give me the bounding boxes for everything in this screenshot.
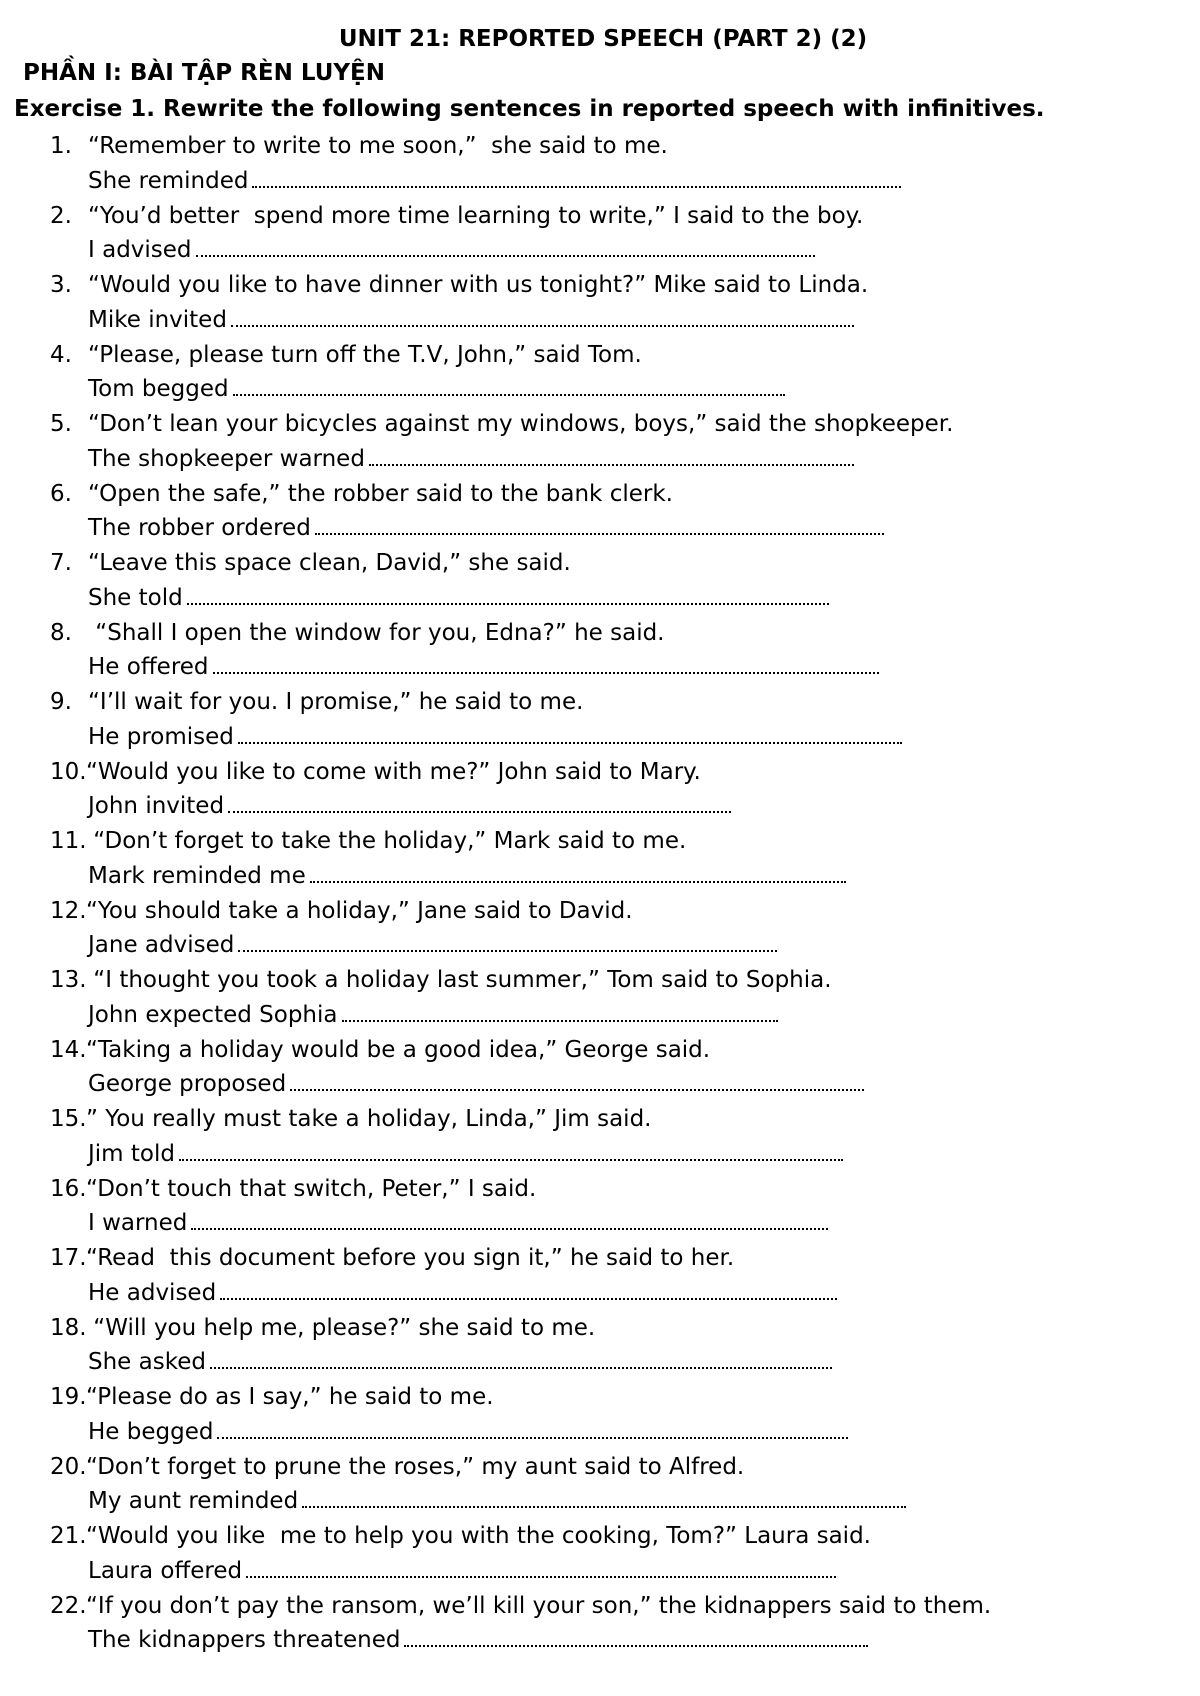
answer-stem: John invited (88, 793, 225, 819)
item-number: 7. (50, 550, 72, 576)
part-heading: PHẦN I: BÀI TẬP RÈN LUYỆN (23, 60, 385, 86)
answer-stem: The robber ordered (88, 515, 311, 541)
item-prompt: “Taking a holiday would be a good idea,” George said. (86, 1036, 711, 1063)
item-prompt: “Don’t lean your bicycles against my windows, boys,” said the shopkeeper. (88, 411, 954, 437)
answer-blank[interactable] (246, 1572, 836, 1578)
answer-line[interactable] (88, 1625, 868, 1655)
answer-blank[interactable] (220, 1294, 837, 1300)
item-number: 8. (50, 619, 72, 646)
answer-blank[interactable] (252, 182, 901, 188)
answer-line[interactable] (88, 1556, 836, 1586)
item-prompt: “Please, please turn off the T.V, John,” said Tom. (88, 341, 642, 368)
answer-blank[interactable] (231, 321, 854, 327)
answer-line[interactable] (88, 1486, 906, 1516)
item-prompt: ” You really must take a holiday, Linda,” Jim said. (86, 1106, 652, 1132)
answer-stem: Tom begged (88, 376, 229, 402)
answer-line[interactable] (88, 1069, 864, 1099)
answer-line[interactable] (88, 1000, 778, 1030)
item-prompt: “Would you like to have dinner with us tonight?” Mike said to Linda. (88, 272, 869, 298)
item-prompt: “Would you like me to help you with the cooking, Tom?” Laura said. (86, 1523, 871, 1549)
answer-blank[interactable] (238, 946, 777, 952)
exercise-item (0, 1035, 1200, 1105)
answer-line[interactable] (88, 1417, 848, 1447)
item-number: 3. (50, 272, 72, 298)
item-number: 21. (50, 1523, 87, 1549)
exercise-item (0, 201, 1200, 271)
answer-line[interactable] (88, 1278, 837, 1308)
answer-stem: John expected Sophia (88, 1001, 338, 1028)
exercise-item (0, 1452, 1200, 1522)
answer-line[interactable] (88, 374, 785, 404)
answer-blank[interactable] (302, 1502, 906, 1508)
answer-stem: The kidnappers threatened (88, 1627, 401, 1653)
answer-blank[interactable] (196, 251, 815, 257)
answer-stem: I advised (88, 237, 192, 263)
answer-stem: I warned (88, 1210, 188, 1236)
answer-line[interactable] (88, 305, 854, 335)
item-number: 1. (50, 133, 72, 159)
answer-stem: She asked (88, 1349, 206, 1375)
item-number: 14. (50, 1036, 87, 1063)
exercise-item (0, 479, 1200, 549)
item-number: 22. (50, 1592, 87, 1619)
item-number: 6. (50, 480, 72, 507)
answer-line[interactable] (88, 1347, 832, 1377)
answer-blank[interactable] (228, 807, 731, 813)
answer-line[interactable] (88, 583, 829, 613)
exercise-item (0, 896, 1200, 966)
item-prompt: “If you don’t pay the ransom, we’ll kill your son,” the kidnappers said to them. (86, 1592, 992, 1619)
exercise-item (0, 687, 1200, 757)
exercise-item (0, 965, 1200, 1035)
exercise-item (0, 1313, 1200, 1383)
exercise-item (0, 1174, 1200, 1244)
answer-stem: She reminded (88, 167, 249, 194)
answer-line[interactable] (88, 444, 854, 474)
answer-stem: Jim told (88, 1140, 175, 1167)
item-prompt: “Don’t touch that switch, Peter,” I said. (86, 1175, 537, 1202)
worksheet-title: UNIT 21: REPORTED SPEECH (PART 2) (2) (338, 26, 868, 52)
answer-blank[interactable] (342, 1016, 779, 1022)
answer-line[interactable] (88, 652, 879, 682)
item-prompt: “Would you like to come with me?” John said to Mary. (86, 758, 701, 785)
item-prompt: “I’ll wait for you. I promise,” he said to me. (88, 689, 584, 715)
answer-stem: My aunt reminded (88, 1488, 299, 1514)
answer-blank[interactable] (404, 1641, 868, 1647)
answer-blank[interactable] (369, 460, 854, 466)
answer-blank[interactable] (191, 1224, 828, 1230)
exercise-item (0, 131, 1200, 201)
exercise-list (0, 131, 1200, 1660)
item-number: 13. (50, 967, 87, 993)
item-prompt: “You’d better spend more time learning to write,” I said to the boy. (88, 202, 864, 229)
answer-line[interactable] (88, 722, 902, 752)
answer-stem: She told (88, 584, 183, 611)
exercise-item (0, 757, 1200, 827)
item-number: 19. (50, 1384, 87, 1410)
exercise-item (0, 1591, 1200, 1661)
item-number: 16. (50, 1175, 87, 1202)
answer-stem: Jane advised (88, 932, 235, 958)
item-prompt: “Leave this space clean, David,” she said. (88, 550, 571, 576)
answer-line[interactable] (88, 1208, 828, 1238)
exercise-item (0, 618, 1200, 688)
item-prompt: “Open the safe,” the robber said to the bank clerk. (88, 480, 673, 507)
item-prompt: “You should take a holiday,” Jane said to David. (86, 897, 633, 924)
exercise-item (0, 270, 1200, 340)
answer-blank[interactable] (179, 1155, 843, 1161)
answer-line[interactable] (88, 166, 901, 196)
exercise-item (0, 1521, 1200, 1591)
exercise-item (0, 1104, 1200, 1174)
exercise-item (0, 826, 1200, 896)
item-number: 5. (50, 411, 72, 437)
item-prompt: “Read this document before you sign it,” he said to her. (86, 1245, 735, 1271)
answer-stem: George proposed (88, 1071, 287, 1097)
answer-stem: The shopkeeper warned (88, 445, 365, 472)
item-number: 9. (50, 689, 72, 715)
answer-line[interactable] (88, 861, 846, 891)
exercise-item (0, 409, 1200, 479)
item-number: 15. (50, 1106, 87, 1132)
answer-stem: He offered (88, 654, 209, 680)
answer-blank[interactable] (210, 1363, 832, 1369)
exercise-item (0, 1243, 1200, 1313)
answer-line[interactable] (88, 791, 731, 821)
item-number: 12. (50, 897, 87, 924)
answer-line[interactable] (88, 235, 815, 265)
item-number: 18. (50, 1314, 87, 1341)
item-prompt: “Will you help me, please?” she said to me. (86, 1314, 596, 1341)
item-number: 2. (50, 202, 72, 229)
answer-blank[interactable] (213, 668, 879, 674)
item-number: 11. (50, 828, 87, 854)
answer-blank[interactable] (238, 738, 902, 744)
answer-blank[interactable] (233, 390, 785, 396)
item-prompt: “I thought you took a holiday last summer,” Tom said to Sophia. (86, 967, 832, 993)
item-number: 17. (50, 1245, 87, 1271)
item-number: 4. (50, 341, 72, 368)
item-prompt: “Remember to write to me soon,” she said to me. (88, 133, 668, 159)
item-prompt: “Shall I open the window for you, Edna?” he said. (88, 619, 665, 646)
answer-line[interactable] (88, 930, 777, 960)
answer-blank[interactable] (290, 1085, 864, 1091)
answer-stem: Mike invited (88, 306, 227, 333)
item-prompt: “Please do as I say,” he said to me. (86, 1384, 494, 1410)
exercise-item (0, 548, 1200, 618)
answer-stem: Laura offered (88, 1557, 243, 1584)
answer-stem: He promised (88, 723, 234, 750)
answer-blank[interactable] (217, 1433, 848, 1439)
exercise-item (0, 1382, 1200, 1452)
answer-blank[interactable] (187, 599, 829, 605)
answer-stem: Mark reminded me (88, 862, 306, 889)
item-number: 10. (50, 758, 87, 785)
exercise-item (0, 340, 1200, 410)
answer-stem: He begged (88, 1418, 214, 1445)
item-prompt: “Don’t forget to take the holiday,” Mark said to me. (86, 828, 687, 854)
exercise-heading: Exercise 1. Rewrite the following sentences in reported speech with infinitives. (14, 96, 1045, 122)
answer-stem: He advised (88, 1279, 217, 1306)
answer-blank[interactable] (315, 529, 884, 535)
item-prompt: “Don’t forget to prune the roses,” my aunt said to Alfred. (86, 1453, 745, 1480)
answer-line[interactable] (88, 513, 884, 543)
item-number: 20. (50, 1453, 87, 1480)
answer-blank[interactable] (310, 877, 846, 883)
answer-line[interactable] (88, 1139, 843, 1169)
